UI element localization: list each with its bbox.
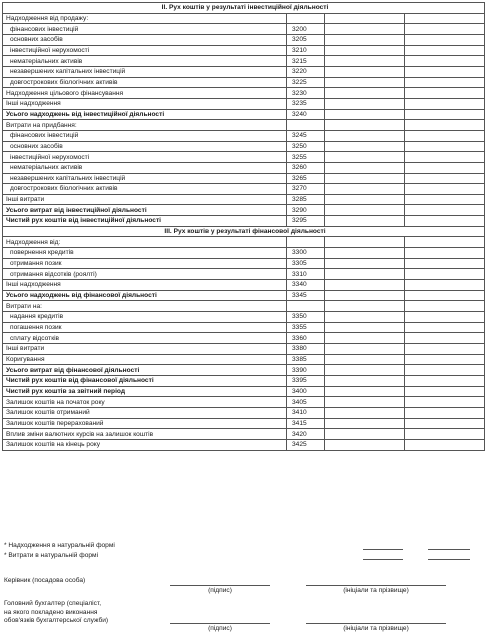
row-code: 3360 — [287, 333, 325, 344]
value-cell-previous — [405, 407, 485, 418]
value-cell-current — [325, 312, 405, 323]
value-cell-current — [325, 173, 405, 184]
row-code: 3295 — [287, 216, 325, 227]
footnote-line — [428, 549, 470, 550]
table-row — [3, 386, 485, 397]
row-label: сплату відсотків — [3, 333, 287, 344]
value-cell-previous — [405, 120, 485, 131]
table-row — [3, 258, 485, 269]
table-row — [3, 173, 485, 184]
value-cell-previous — [405, 152, 485, 163]
row-code: 3265 — [287, 173, 325, 184]
value-cell-current — [325, 13, 405, 24]
row-label: Залишок коштів отриманий — [3, 407, 287, 418]
value-cell-previous — [405, 269, 485, 280]
row-label: Інші надходження — [3, 98, 287, 109]
row-code: 3270 — [287, 184, 325, 195]
value-cell-previous — [405, 205, 485, 216]
table-row — [3, 237, 485, 248]
row-label: Залишок коштів на кінець року — [3, 439, 287, 450]
value-cell-previous — [405, 34, 485, 45]
value-cell-current — [325, 162, 405, 173]
value-cell-current — [325, 429, 405, 440]
value-cell-previous — [405, 98, 485, 109]
row-label: Інші надходження — [3, 280, 287, 291]
accountant-sign-caption: (підпис) — [208, 625, 232, 632]
value-cell-previous — [405, 333, 485, 344]
row-label: Інші витрати — [3, 194, 287, 205]
row-label: Залишок коштів перерахований — [3, 418, 287, 429]
accountant-signature-label: Головний бухгалтер (спеціаліст, на якого покладено виконання обов'язків бухгалтерської служби) — [4, 600, 109, 625]
value-cell-previous — [405, 290, 485, 301]
row-code: 3405 — [287, 397, 325, 408]
row-label: Витрати на придбання: — [3, 120, 287, 131]
row-code: 3245 — [287, 130, 325, 141]
value-cell-previous — [405, 375, 485, 386]
row-code — [287, 237, 325, 248]
table-row — [3, 13, 485, 24]
table-row — [3, 141, 485, 152]
row-code: 3390 — [287, 365, 325, 376]
row-code — [287, 301, 325, 312]
value-cell-previous — [405, 439, 485, 450]
row-code: 3305 — [287, 258, 325, 269]
value-cell-current — [325, 407, 405, 418]
value-cell-current — [325, 375, 405, 386]
value-cell-current — [325, 248, 405, 259]
value-cell-current — [325, 184, 405, 195]
accountant-name-caption: (ініціали та прізвище) — [343, 625, 409, 632]
head-signature-line — [170, 585, 270, 586]
value-cell-current — [325, 45, 405, 56]
row-code: 3300 — [287, 248, 325, 259]
value-cell-previous — [405, 248, 485, 259]
row-code: 3385 — [287, 354, 325, 365]
value-cell-previous — [405, 322, 485, 333]
row-label: незавершених капітальних інвестицій — [3, 66, 287, 77]
row-label: Чистий рух коштів від інвестиційної діяльності — [3, 216, 287, 227]
value-cell-previous — [405, 258, 485, 269]
value-cell-current — [325, 120, 405, 131]
value-cell-current — [325, 365, 405, 376]
value-cell-current — [325, 386, 405, 397]
value-cell-previous — [405, 184, 485, 195]
table-row — [3, 45, 485, 56]
value-cell-current — [325, 66, 405, 77]
row-code: 3355 — [287, 322, 325, 333]
value-cell-previous — [405, 418, 485, 429]
table-row — [3, 344, 485, 355]
row-code: 3345 — [287, 290, 325, 301]
row-label: Чистий рух коштів за звітний період — [3, 386, 287, 397]
table-row — [3, 194, 485, 205]
row-code: 3310 — [287, 269, 325, 280]
table-row — [3, 439, 485, 450]
table-row — [3, 77, 485, 88]
row-label: довгострокових біологічних активів — [3, 77, 287, 88]
row-code: 3350 — [287, 312, 325, 323]
value-cell-previous — [405, 130, 485, 141]
table-row — [3, 120, 485, 131]
row-label: довгострокових біологічних активів — [3, 184, 287, 195]
table-row — [3, 109, 485, 120]
row-code: 3255 — [287, 152, 325, 163]
value-cell-current — [325, 237, 405, 248]
value-cell-previous — [405, 397, 485, 408]
row-code: 3420 — [287, 429, 325, 440]
value-cell-current — [325, 109, 405, 120]
value-cell-previous — [405, 280, 485, 291]
value-cell-previous — [405, 301, 485, 312]
section2-header — [3, 3, 485, 14]
table-row — [3, 98, 485, 109]
value-cell-previous — [405, 386, 485, 397]
row-label: отримання відсотків (роялті) — [3, 269, 287, 280]
value-cell-current — [325, 194, 405, 205]
row-label: нематеріальних активів — [3, 56, 287, 67]
row-label: основних засобів — [3, 141, 287, 152]
value-cell-current — [325, 34, 405, 45]
footnote-line — [363, 549, 403, 550]
table-row — [3, 322, 485, 333]
table-row — [3, 24, 485, 35]
table-row — [3, 34, 485, 45]
table-row — [3, 397, 485, 408]
row-label: фінансових інвестицій — [3, 24, 287, 35]
row-label: основних засобів — [3, 34, 287, 45]
row-code: 3400 — [287, 386, 325, 397]
row-label: Витрати на: — [3, 301, 287, 312]
table-row — [3, 216, 485, 227]
row-code: 3380 — [287, 344, 325, 355]
table-row — [3, 354, 485, 365]
row-code: 3250 — [287, 141, 325, 152]
row-label: інвестиційної нерухомості — [3, 152, 287, 163]
value-cell-current — [325, 56, 405, 67]
row-label: Надходження від: — [3, 237, 287, 248]
head-name-caption: (ініціали та прізвище) — [343, 587, 409, 594]
value-cell-current — [325, 280, 405, 291]
table-row — [3, 375, 485, 386]
row-code — [287, 13, 325, 24]
table-row — [3, 162, 485, 173]
value-cell-current — [325, 258, 405, 269]
row-label: незавершених капітальних інвестицій — [3, 173, 287, 184]
row-label: Інші витрати — [3, 344, 287, 355]
table-row — [3, 130, 485, 141]
value-cell-previous — [405, 77, 485, 88]
row-label: повернення кредитів — [3, 248, 287, 259]
row-code: 3215 — [287, 56, 325, 67]
row-label: Чистий рух коштів від фінансової діяльності — [3, 375, 287, 386]
value-cell-previous — [405, 237, 485, 248]
row-label: інвестиційної нерухомості — [3, 45, 287, 56]
value-cell-current — [325, 290, 405, 301]
value-cell-current — [325, 333, 405, 344]
row-code: 3230 — [287, 88, 325, 99]
footnotes — [4, 541, 115, 560]
value-cell-current — [325, 98, 405, 109]
row-label: Усього витрат від інвестиційної діяльності — [3, 205, 287, 216]
row-label: надання кредитів — [3, 312, 287, 323]
table-row — [3, 56, 485, 67]
footnote-natural-expenses: * Витрати в натуральній формі — [4, 551, 99, 559]
head-sign-caption: (підпис) — [208, 587, 232, 594]
table-row — [3, 301, 485, 312]
value-cell-current — [325, 88, 405, 99]
value-cell-previous — [405, 45, 485, 56]
row-code: 3395 — [287, 375, 325, 386]
row-label: отримання позик — [3, 258, 287, 269]
row-code: 3415 — [287, 418, 325, 429]
value-cell-previous — [405, 24, 485, 35]
value-cell-current — [325, 418, 405, 429]
accountant-name-line — [306, 623, 446, 624]
row-label: Усього витрат від фінансової діяльності — [3, 365, 287, 376]
row-code: 3410 — [287, 407, 325, 418]
value-cell-previous — [405, 365, 485, 376]
row-label: Надходження цільового фінансування — [3, 88, 287, 99]
value-cell-current — [325, 216, 405, 227]
value-cell-current — [325, 344, 405, 355]
value-cell-current — [325, 130, 405, 141]
value-cell-previous — [405, 312, 485, 323]
value-cell-current — [325, 152, 405, 163]
section-title: III. Рух коштів у результаті фінансової діяльності — [3, 226, 485, 237]
row-code: 3235 — [287, 98, 325, 109]
value-cell-current — [325, 141, 405, 152]
row-code: 3260 — [287, 162, 325, 173]
value-cell-previous — [405, 109, 485, 120]
footnote-line — [363, 559, 403, 560]
value-cell-current — [325, 354, 405, 365]
head-signature-label: Керівник (посадова особа) — [4, 577, 86, 584]
row-code: 3225 — [287, 77, 325, 88]
table-row — [3, 280, 485, 291]
value-cell-current — [325, 322, 405, 333]
table-row — [3, 418, 485, 429]
value-cell-previous — [405, 66, 485, 77]
table-row — [3, 66, 485, 77]
value-cell-previous — [405, 344, 485, 355]
value-cell-current — [325, 397, 405, 408]
value-cell-previous — [405, 216, 485, 227]
value-cell-previous — [405, 354, 485, 365]
row-code: 3220 — [287, 66, 325, 77]
row-label: Усього надходжень від інвестиційної діяльності — [3, 109, 287, 120]
table-row — [3, 269, 485, 280]
row-label: Вплив зміни валютних курсів на залишок коштів — [3, 429, 287, 440]
row-code: 3290 — [287, 205, 325, 216]
value-cell-previous — [405, 13, 485, 24]
value-cell-previous — [405, 88, 485, 99]
section3-header — [3, 226, 485, 237]
table-row — [3, 333, 485, 344]
row-code — [287, 120, 325, 131]
table-row — [3, 429, 485, 440]
value-cell-previous — [405, 194, 485, 205]
cash-flow-table — [2, 2, 485, 451]
value-cell-current — [325, 24, 405, 35]
footnote-natural-income: * Надходження в натуральній формі — [4, 542, 115, 549]
table-row — [3, 152, 485, 163]
row-code: 3285 — [287, 194, 325, 205]
section-title: II. Рух коштів у результаті інвестиційної діяльності — [3, 3, 485, 14]
row-code: 3340 — [287, 280, 325, 291]
table-row — [3, 184, 485, 195]
row-label: погашення позик — [3, 322, 287, 333]
table-row — [3, 290, 485, 301]
row-label: Залишок коштів на початок року — [3, 397, 287, 408]
row-code: 3425 — [287, 439, 325, 450]
value-cell-previous — [405, 429, 485, 440]
row-code: 3210 — [287, 45, 325, 56]
row-label: Усього надходжень від фінансової діяльності — [3, 290, 287, 301]
value-cell-previous — [405, 56, 485, 67]
value-cell-previous — [405, 162, 485, 173]
table-row — [3, 248, 485, 259]
value-cell-current — [325, 77, 405, 88]
row-label: Надходження від продажу: — [3, 13, 287, 24]
table-row — [3, 312, 485, 323]
row-label: нематеріальних активів — [3, 162, 287, 173]
value-cell-previous — [405, 141, 485, 152]
value-cell-current — [325, 205, 405, 216]
table-row — [3, 205, 485, 216]
value-cell-current — [325, 269, 405, 280]
row-code: 3200 — [287, 24, 325, 35]
footnote-line — [428, 559, 470, 560]
row-label: фінансових інвестицій — [3, 130, 287, 141]
head-name-line — [306, 585, 446, 586]
row-label: Коригування — [3, 354, 287, 365]
value-cell-current — [325, 439, 405, 450]
row-code: 3240 — [287, 109, 325, 120]
table-row — [3, 88, 485, 99]
row-code: 3205 — [287, 34, 325, 45]
table-row — [3, 365, 485, 376]
table-row — [3, 407, 485, 418]
accountant-signature-line — [170, 623, 270, 624]
value-cell-previous — [405, 173, 485, 184]
value-cell-current — [325, 301, 405, 312]
